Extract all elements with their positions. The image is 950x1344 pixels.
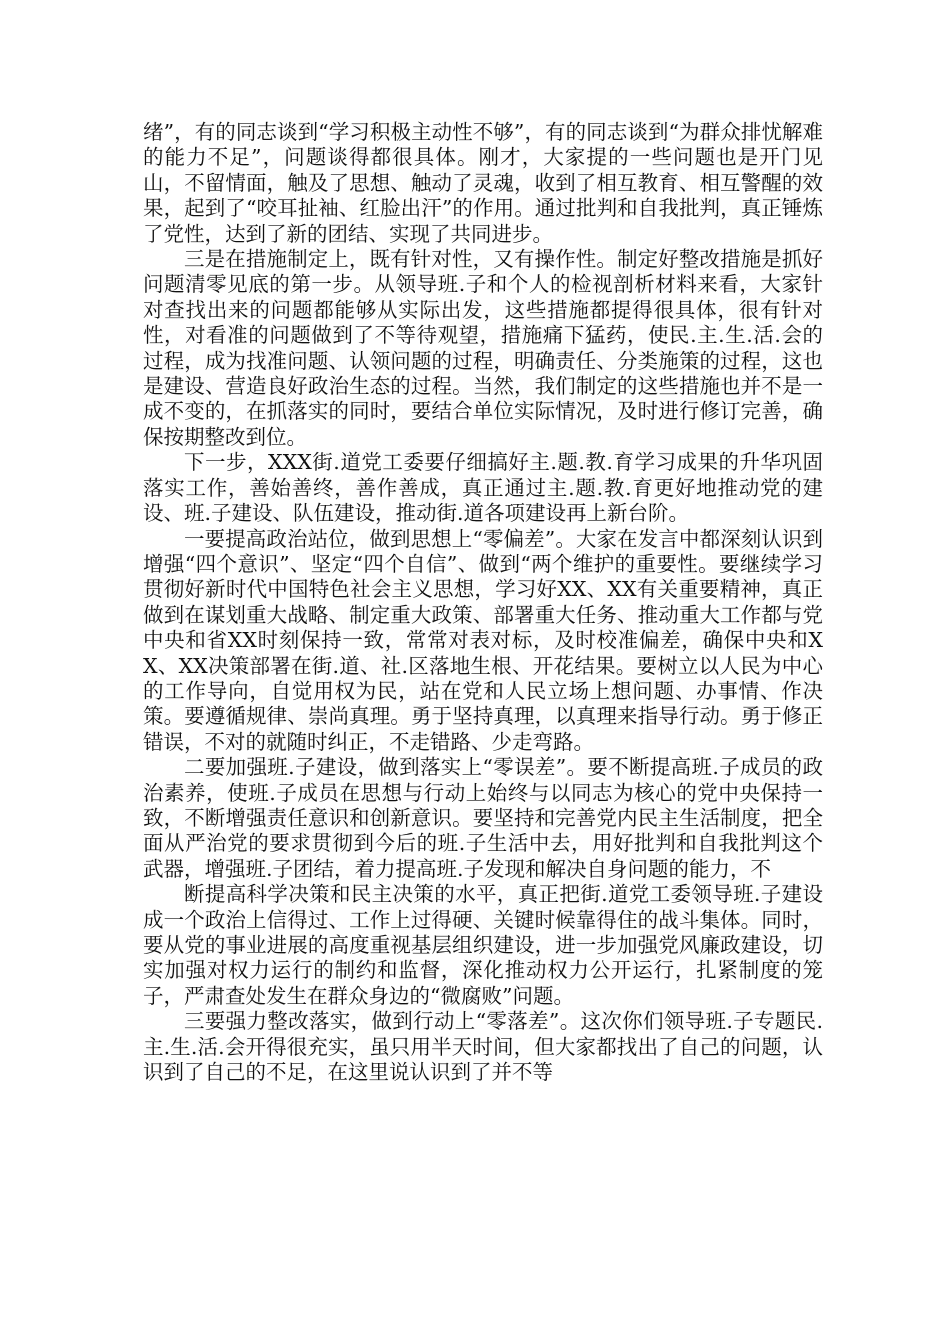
document-body: [143, 120, 823, 1085]
paragraph-political-stance: 一要提高政治站位，做到思想上“零偏差”。大家在发言中都深刻认识到增强“四个意识”、坚定“四个自信”、做到“两个维护的重要性。要继续学习贯彻好新时代中国特色社会主义思想，学习好XX、XX有关重要精神，真正做到在谋划重大战略、制定重大政策、部署重大任务、推动重大工作都与党中央和省XX时刻保持一致，常常对表对标，及时校准偏差，确保中央和XX、XX决策部署在街.道、社.区落地生根、开花结果。要树立以人民为中心的工作导向，自觉用权为民，站在党和人民立场上想问题、办事情、作决策。要遵循规律、崇尚真理。勇于坚持真理，以真理来指导行动。勇于修正错误，不对的就随时纠正，不走错路、少走弯路。: [143, 526, 823, 754]
paragraph-measures: 三是在措施制定上，既有针对性，又有操作性。制定好整改措施是抓好问题清零见底的第一步。从领导班.子和个人的检视剖析材料来看，大家针对查找出来的问题都能够从实际出发，这些措施都提得很具体，很有针对性，对看准的问题做到了不等待观望，措施痛下猛药，使民.主.生.活.会的过程，成为找准问题、认领问题的过程，明确责任、分类施策的过程，这也是建设、营造良好政治生态的过程。当然，我们制定的这些措施也并不是一成不变的，在抓落实的同时，要结合单位实际情况，及时进行修订完善，确保按期整改到位。: [143, 247, 823, 449]
paragraph-continuation: 绪”，有的同志谈到“学习积极主动性不够”，有的同志谈到“为群众排忧解难的能力不足”，问题谈得都很具体。刚才，大家提的一些问题也是开门见山，不留情面，触及了思想、触动了灵魂，收到了相互教育、相互警醒的效果，起到了“咬耳扯袖、红脸出汗”的作用。通过批判和自我批判，真正锤炼了党性，达到了新的团结、实现了共同进步。: [143, 120, 823, 246]
paragraph-team-building: 二要加强班.子建设，做到落实上“零误差”。要不断提高班.子成员的政治素养，使班.子成员在思想与行动上始终与以同志为核心的党中央保持一致，不断增强责任意识和创新意识。要坚持和完善党内民主生活制度，把全面从严治党的要求贯彻到今后的班.子生活中去，用好批判和自我批判这个武器，增强班.子团结，着力提高班.子发现和解决自身问题的能力，不: [143, 755, 823, 881]
paragraph-rectification: 三要强力整改落实，做到行动上“零落差”。这次你们领导班.子专题民.主.生.活.会开得很充实，虽只用半天时间，但大家都找出了自己的问题，认识到了自己的不足，在这里说认识到了并不等: [143, 1009, 823, 1085]
paragraph-decision-making: 断提高科学决策和民主决策的水平，真正把街.道党工委领导班.子建设成一个政治上信得过、工作上过得硬、关键时候靠得住的战斗集体。同时，要从党的事业进展的高度重视基层组织建设，进一步加强党风廉政建设，切实加强对权力运行的制约和监督，深化推动权力公开运行，扎紧制度的笼子，严肃查处发生在群众身边的“微腐败”问题。: [143, 882, 823, 1008]
paragraph-next-step: 下一步，XXX街.道党工委要仔细搞好主.题.教.育学习成果的升华巩固落实工作，善始善终，善作善成，真正通过主.题.教.育更好地推动党的建设、班.子建设、队伍建设，推动街.道各项建设再上新台阶。: [143, 450, 823, 526]
